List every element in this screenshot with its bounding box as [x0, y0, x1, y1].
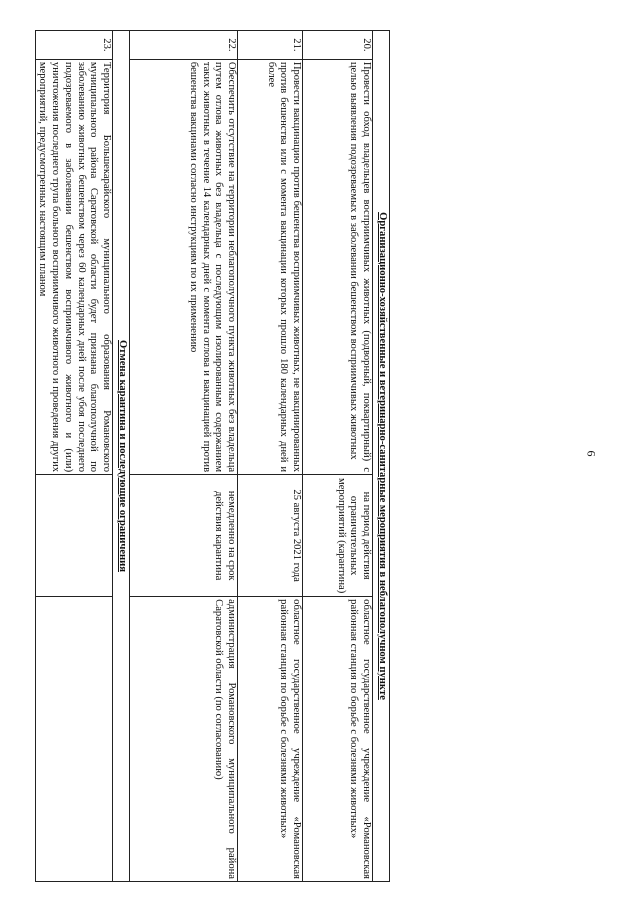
- section-header-row: [113, 31, 130, 882]
- section-title: Отмена карантина и последующие ограничения: [113, 31, 130, 882]
- responsible-party: областное государственное учреждение «Романовская районная станция по борьбе с болезнями животных»: [238, 597, 303, 882]
- table-row: [130, 31, 238, 882]
- responsible-party: администрация Романовского муниципального района Саратовской области (по согласованию): [130, 597, 238, 882]
- measure-term: немедленно на срок действия карантина: [130, 475, 238, 597]
- row-number: 22.: [130, 31, 238, 60]
- page-number: 6: [584, 450, 599, 457]
- measure-description: Провести вакцинацию против бешенства восприимчивых животных, не вакцинированных против бешенства или с момента вакцинации которых прошло 180 календарных дней и более: [238, 59, 303, 474]
- table-row: [35, 31, 112, 882]
- measure-description: Территория Большекарайского муниципального образования Романовского муниципального района Саратовской области будет признана благополучной по заболеванию животных бешенством через 60 календарных дней после убоя последнего подозреваемого в заболевании бешенством восприимчивого животного и (или) уничтожения последнего трупа больного восприимчивого животного и проведения других мероприятий, предусмотренных настоящим планом: [35, 59, 112, 474]
- measure-term: [35, 475, 112, 597]
- responsible-party: [35, 597, 112, 882]
- row-number: 20.: [303, 31, 373, 60]
- section-header-row: [373, 31, 390, 882]
- row-number: 23.: [35, 31, 112, 60]
- measure-description: Обеспечить отсутствие на территории неблагополучного пункта животных без владельца путем отлова животных без владельца с последующим изолированным содержанием таких животных в течение 14 календарных дней с момента отлова и вакцинацией против бешенства вакцинами согласно инструкциям по их применению: [130, 59, 238, 474]
- measure-description: Провести обход владельцев восприимчивых животных (подворный, поквартирный) с целью выявления подозреваемых в заболевании бешенством восприимчивых животных: [303, 59, 373, 474]
- measures-table: [35, 30, 390, 882]
- table-row: [303, 31, 373, 882]
- measure-term: 25 августа 2021 года: [238, 475, 303, 597]
- section-title: Организационно-хозяйственные и ветеринарно-санитарные мероприятия в неблагополучном пункте: [373, 31, 390, 882]
- row-number: 21.: [238, 31, 303, 60]
- table-row: [238, 31, 303, 882]
- measure-term: на период действия ограничительных мероприятий (карантина): [303, 475, 373, 597]
- rotated-table-container: [37, 30, 390, 882]
- responsible-party: областное государственное учреждение «Романовская районная станция по борьбе с болезнями животных»: [303, 597, 373, 882]
